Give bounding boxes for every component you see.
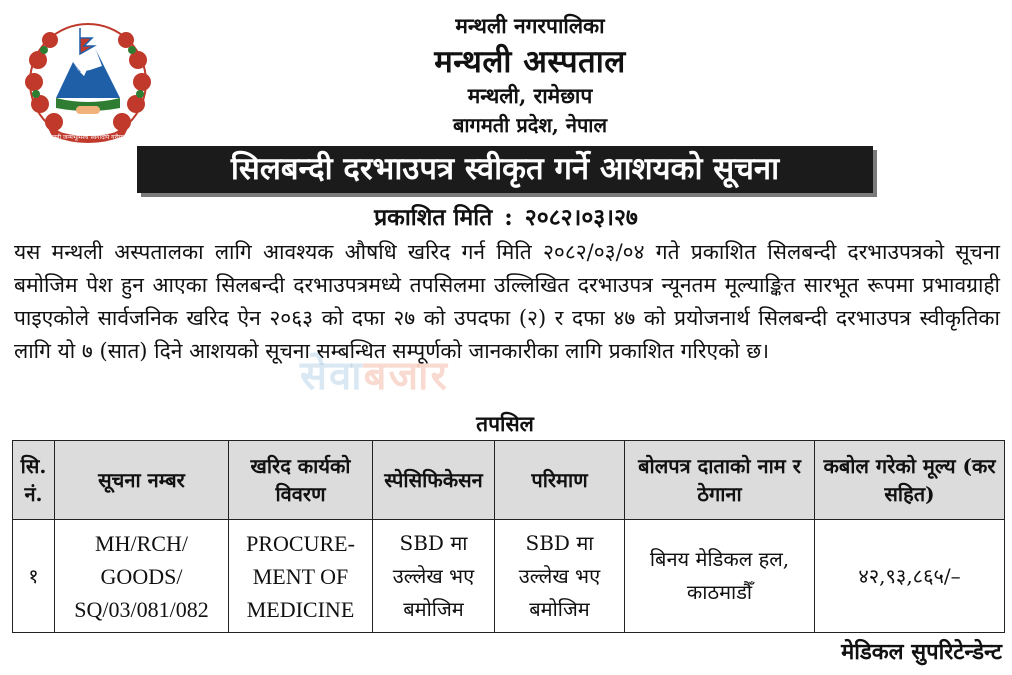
header-bidder: बोलपत्र दाताको नाम र ठेगाना [625, 441, 815, 520]
schedule-heading: तपसिल [476, 411, 534, 436]
table-row [13, 520, 1005, 633]
cell-sn: १ [13, 520, 55, 633]
bid-schedule-table [12, 440, 1005, 633]
cell-specification: SBD मा उल्लेख भए बमोजिम [373, 520, 495, 633]
cell-quantity: SBD मा उल्लेख भए बमोजिम [495, 520, 625, 633]
header-quantity: परिमाण [495, 441, 625, 520]
published-date: २०८२।०३।२७ [524, 204, 638, 231]
published-label: प्रकाशित मिति [374, 204, 493, 231]
signature-title: मेडिकल सुपरिटेन्डेन्ट [841, 639, 1002, 665]
address-line-1: मन्थली, रामेछाप [467, 83, 593, 108]
header-notice-number: सूचना नम्बर [55, 441, 229, 520]
table-header-row [13, 441, 1005, 520]
svg-text:जननी जन्मभूमिश्च स्वर्गादपि गर: जननी जन्मभूमिश्च स्वर्गादपि गरीयसी [48, 134, 128, 141]
hospital-name: मन्थली अस्पताल [434, 44, 626, 80]
cell-notice-number: MH/RCH/ GOODS/ SQ/03/081/082 [55, 520, 229, 633]
notice-body: यस मन्थली अस्पतालका लागि आवश्यक औषधि खरिद गर्न मिति २०८२/०३/०४ गते प्रकाशित सिलबन्दी दरभाउपत्रको सूचना बमोजिम पेश हुन आएका सिलबन्दी दरभाउपत्रमध्ये तपसिलमा उल्लिखित दरभाउपत्र न्यूनतम मूल्याङ्कित सारभूत रूपमा प्रभावग्राही पाइएकोले सार्वजनिक खरिद ऐन २०६३ को दफा २७ को उपदफा (२) र दफा ४७ को प्रयोजनार्थ सिलबन्दी दरभाउपत्र स्वीकृतिका लागि यो ७ (सात) दिने आशयको सूचना सम्बन्धित सम्पूर्णको जानकारीका लागि प्रकाशित गरिएको छ। [14, 240, 1000, 363]
address-line-2: बागमती प्रदेश, नेपाल [452, 113, 608, 137]
header-quoted-price: कबोल गरेको मूल्य (कर सहित) [815, 441, 1005, 520]
cell-bidder: बिनय मेडिकल हल, काठमाडौँ [625, 520, 815, 633]
cell-quoted-price: ४२,९३,८६५/– [815, 520, 1005, 633]
watermark-part-b: बजार [363, 353, 449, 399]
header-procurement-description: खरिद कार्यको विवरण [229, 441, 373, 520]
published-separator: : [504, 204, 513, 231]
published-date-line [280, 200, 732, 232]
municipality-name: मन्थली नगरपालिका [455, 13, 605, 38]
header-sn: सि. नं. [13, 441, 55, 520]
notice-title-banner: सिलबन्दी दरभाउपत्र स्वीकृत गर्ने आशयको सूचना [137, 146, 873, 193]
watermark-part-a: सेवा [300, 353, 364, 399]
header-specification: स्पेसिफिकेसन [373, 441, 495, 520]
nepal-emblem-logo [18, 10, 158, 148]
cell-procurement-description: PROCURE- MENT OF MEDICINE [229, 520, 373, 633]
